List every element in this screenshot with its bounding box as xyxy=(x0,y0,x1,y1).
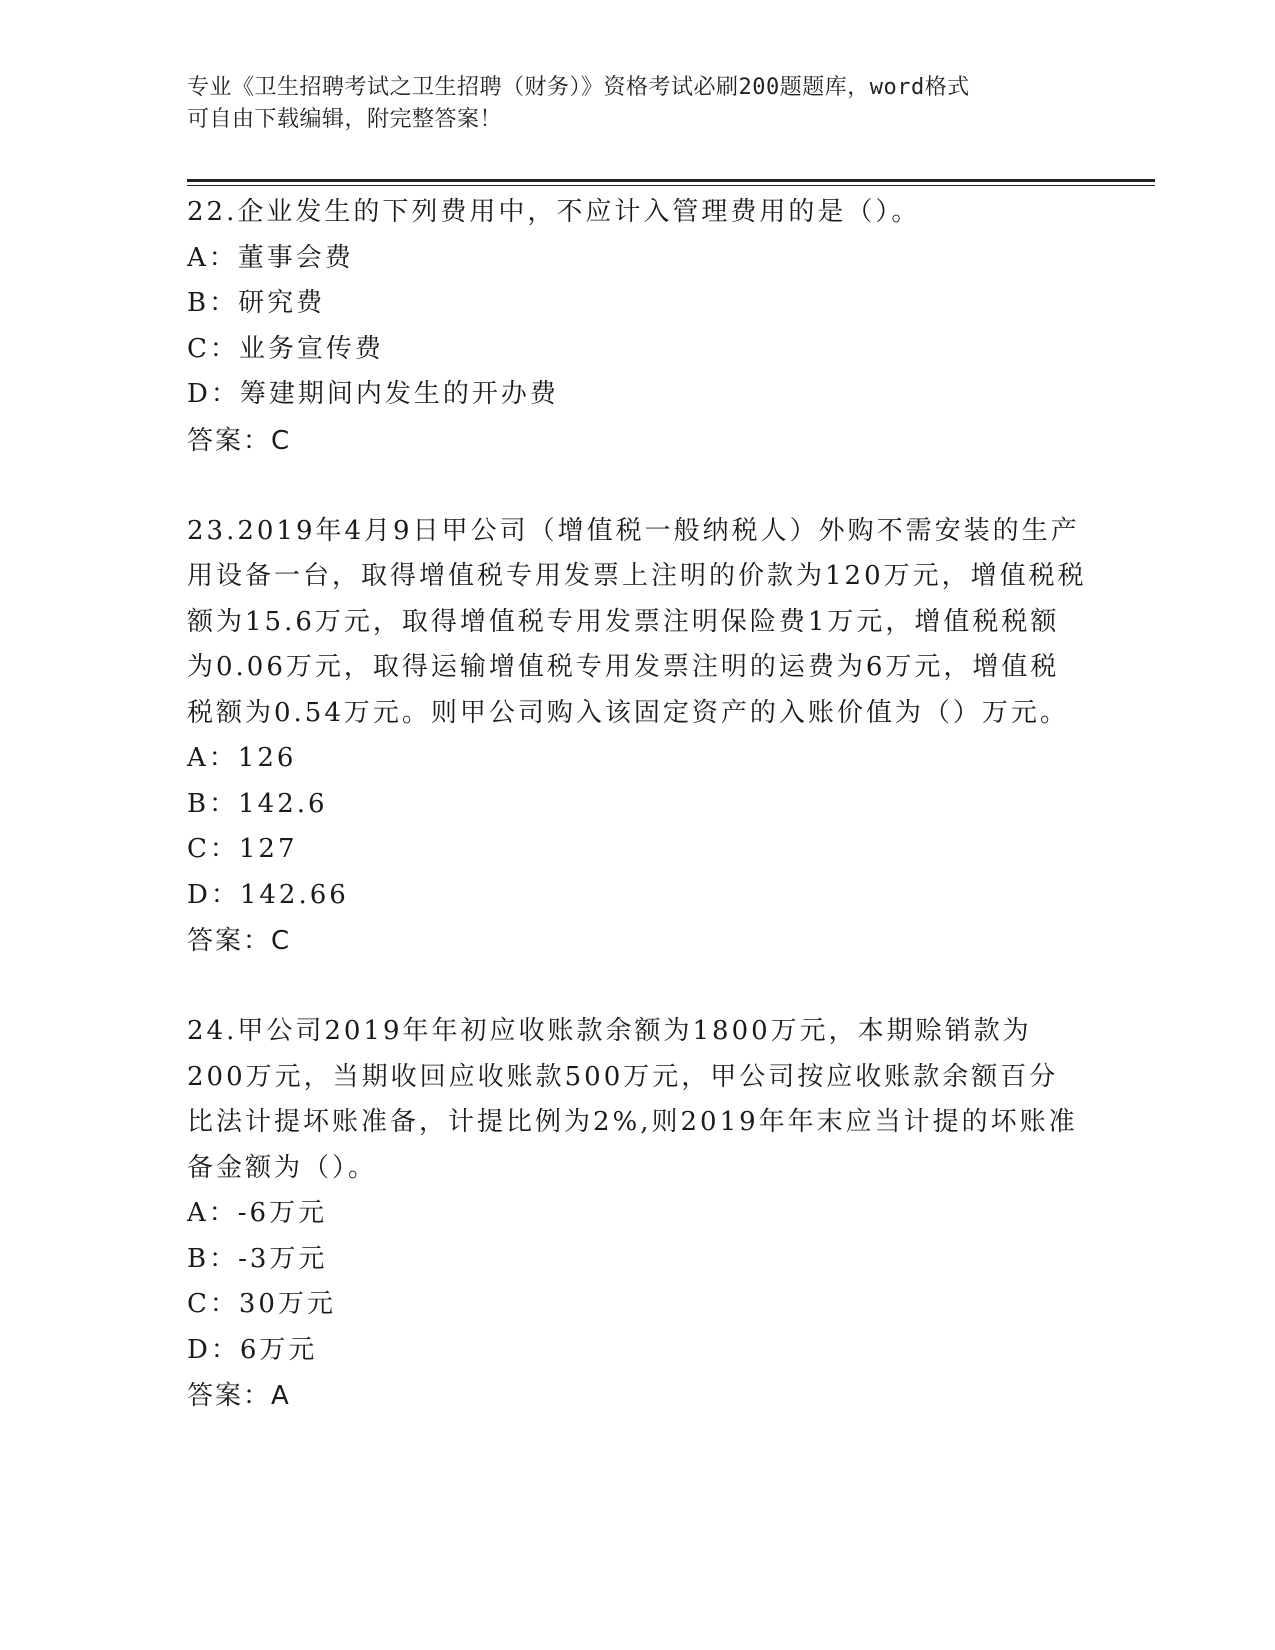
answer: 答案：A xyxy=(187,1381,291,1411)
header-line-2: 可自由下载编辑，附完整答案！ xyxy=(187,107,503,132)
option-a: A：-6万元 xyxy=(187,1198,328,1228)
option-d: D：筹建期间内发生的开办费 xyxy=(187,379,559,409)
question-text: 22.企业发生的下列费用中，不应计入管理费用的是（）。 xyxy=(187,197,921,227)
spacer xyxy=(187,464,1087,509)
question-24 xyxy=(187,1009,1087,1419)
option-c: C：业务宣传费 xyxy=(187,333,384,364)
answer: 答案：C xyxy=(187,425,292,456)
option-c: C：127 xyxy=(187,834,298,864)
question-list xyxy=(187,190,1087,1419)
answer: 答案：C xyxy=(187,926,292,956)
option-b: B：-3万元 xyxy=(187,1243,328,1274)
option-b: B：研究费 xyxy=(187,288,326,318)
option-c: C：30万元 xyxy=(187,1289,336,1319)
option-a: A：126 xyxy=(187,743,297,773)
document-header xyxy=(187,72,1067,136)
option-a: A：董事会费 xyxy=(187,242,354,273)
question-text: 24.甲公司2019年年初应收账款余额为1800万元，本期赊销款为200万元，当期收回应收账款500万元，甲公司按应收账款余额百分比法计提坏账准备，计提比例为2%,则2019年年末应当计提的坏账准备金额为（）。 xyxy=(187,1016,1078,1183)
question-22 xyxy=(187,190,1087,464)
header-rule-thin xyxy=(187,185,1155,186)
header-rule-thick xyxy=(187,179,1155,182)
option-d: D：6万元 xyxy=(187,1334,318,1365)
option-b: B：142.6 xyxy=(187,788,328,819)
header-line-1: 专业《卫生招聘考试之卫生招聘（财务）》资格考试必刷200题题库，word格式 xyxy=(187,75,970,100)
spacer xyxy=(187,964,1087,1009)
question-23 xyxy=(187,509,1087,965)
option-d: D：142.66 xyxy=(187,879,349,910)
question-text: 23.2019年4月9日甲公司（增值税一般纳税人）外购不需安装的生产用设备一台，取得增值税专用发票上注明的价款为120万元，增值税税额为15.6万元，取得增值税专用发票注明保险费1万元，增值税税额为0.06万元，取得运输增值税专用发票注明的运费为6万元，增值税税额为0.54万元。则甲公司购入该固定资产的入账价值为（）万元。 xyxy=(187,515,1087,728)
